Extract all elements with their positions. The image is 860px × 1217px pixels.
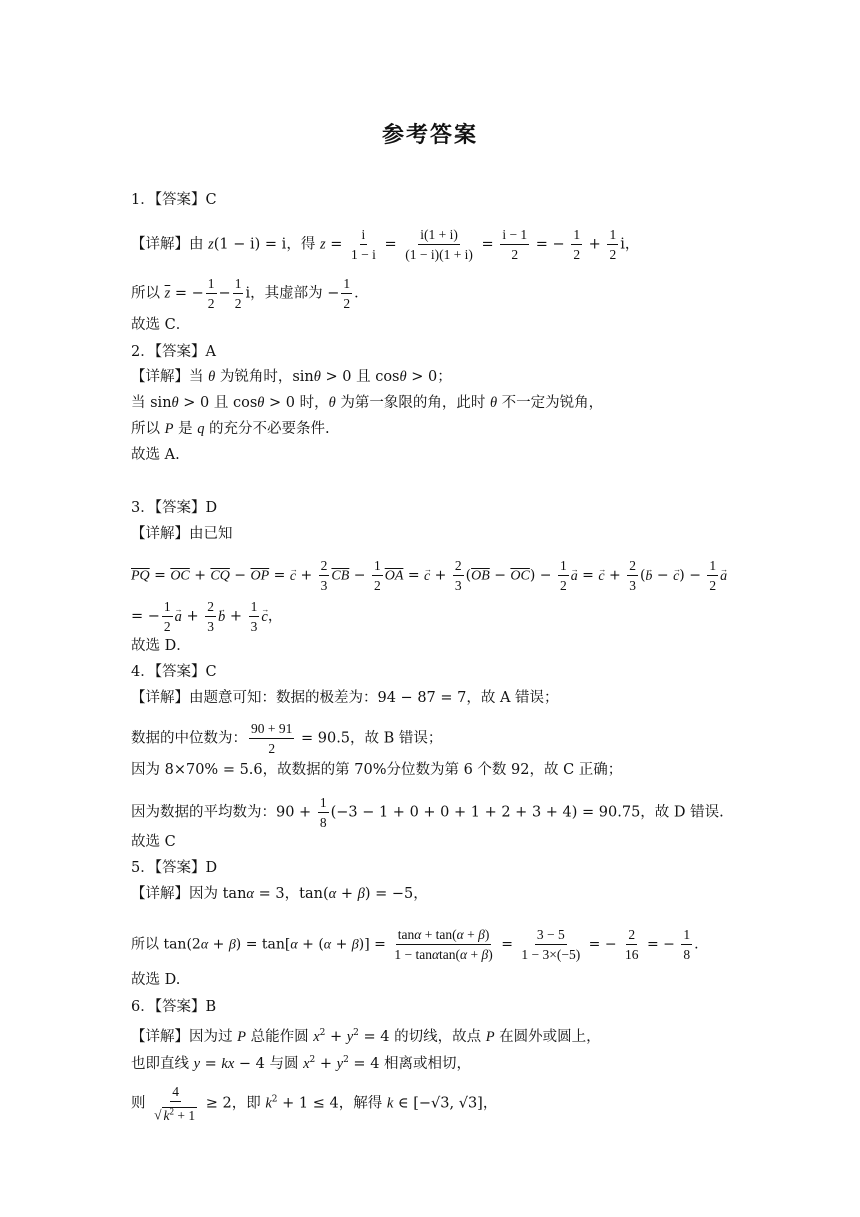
q2-line3: 所以 P 是 q 的充分不必要条件. [131, 421, 330, 437]
q4-mean: 因为数据的平均数为：90 + $\frac{1}{8}$ (−3 − 1 + 0 + 0 + 1 + 2 + 3 + 4) = 90.75，故 D 错误. [131, 795, 724, 830]
q4-choose: 故选 C [131, 834, 176, 850]
q6-detail: 【详解】因为过 P 总能作圆 $x^2 + y^2 = 4$ 的切线，故点 P 在圆外或圆上， [131, 1028, 601, 1045]
q2-detail: 【详解】当 θ 为锐角时，sinθ > 0 且 cosθ > 0； [131, 369, 452, 385]
q3-detail: 【详解】由已知 [131, 526, 233, 542]
q3-choose: 故选 D． [131, 638, 191, 654]
q6-line2: 也即直线 y = kx − 4 与圆 $x^2 + y^2 = 4$ 相离或相切， [131, 1055, 472, 1072]
q1-answer: 1．【答案】C [131, 192, 217, 208]
q4-answer: 4．【答案】C [131, 664, 217, 680]
q6-line3: 则 $\frac{4}{√ k^2 + 1}$ ≥ 2，即 $k^2 + 1 \le 4$，解得 k ∈ [−√3, √3]， [131, 1084, 498, 1123]
q1-choose: 故选 C． [131, 317, 191, 333]
q4-percentile: 因为 8×70% = 5.6，故数据的第 70%分位数为第 6 个数 92，故 C 正确； [131, 762, 623, 778]
q5-eq: 所以 tan(2α + β) = tan[α + (α + β)] = $\frac{\tan\alpha + \tan(\alpha + \beta)}{1 - \tan\alpha\tan(\alpha + \beta)}$ = $\frac{3 - 5}{1 - 3\times(-5)}$ = − $\frac{2}{16}$ = − $\frac{1}{8}$ . [131, 927, 699, 962]
q3-eq1: $\overline{PQ} = \overline{OC} + \overline{CQ} - \overline{OP}$ = → c + $\frac{2}{3}$ $\overline{CB}$ − $\frac{1}{2}$ $\overline{OA}$ = → c + $\frac{2}{3}$ $(\overline{OB} - \overline{OC})$ − $\frac{1}{2}$ → a = → c + $\frac{2}{3}$ (→ b − → c) − $\frac{1}{2}$ → a [131, 557, 727, 594]
q3-answer: 3．【答案】D [131, 500, 218, 516]
q2-choose: 故选 A. [131, 447, 180, 463]
q5-answer: 5．【答案】D [131, 860, 218, 876]
q1-detail: 【详解】由 z(1 − i) = i，得 z = $\frac{i}{1 - i}$ = $\frac{i(1 + i)}{(1 - i)(1 + i)}$ = $\frac{i - 1}{2}$ = − $\frac{1}{2}$ + $\frac{1}{2}$ i， [131, 227, 640, 262]
q4-detail: 【详解】由题意可知：数据的极差为：94 − 87 = 7，故 A 错误； [131, 690, 559, 706]
q6-answer: 6．【答案】B [131, 999, 217, 1015]
page-title: 参考答案 [381, 123, 478, 148]
q3-eq2: = − $\frac{1}{2}$ → a + $\frac{2}{3}$ → b + $\frac{1}{3}$ → c， [131, 598, 282, 635]
q1-conj: 所以 $\overline{z}$ = − $\frac{1}{2}$ − $\frac{1}{2}$ i，其虚部为 − $\frac{1}{2}$ ． [131, 276, 369, 311]
q5-choose: 故选 D. [131, 972, 181, 988]
q4-median: 数据的中位数为： $\frac{90 + 91}{2}$ = 90.5，故 B 错误； [131, 721, 443, 756]
q2-answer: 2．【答案】A [131, 344, 216, 360]
q5-detail: 【详解】因为 tanα = 3，tan(α + β) = −5， [131, 886, 428, 902]
q2-line2: 当 sinθ > 0 且 cosθ > 0 时，θ 为第一象限的角，此时 θ 不一定为锐角， [131, 395, 604, 411]
